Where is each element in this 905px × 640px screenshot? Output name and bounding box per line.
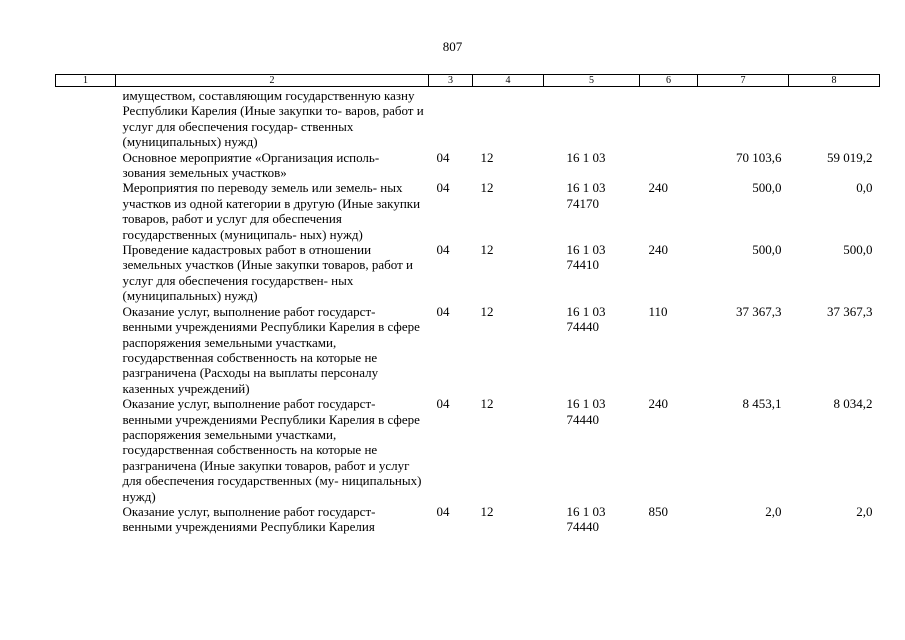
amount-year-2: 59 019,2 (827, 149, 873, 165)
expense-name: имуществом, составляющим государственную казну Республики Карелия (Иные закупки то- варов, работ и услуг для обеспечения государ- ственных (муниципальных) нужд) (122, 88, 424, 150)
amount-year-1 (698, 87, 789, 150)
budget-table (55, 74, 880, 535)
target-article-code: 16 1 03 (566, 149, 606, 165)
empty-cell (56, 242, 116, 304)
subsection-code: 12 (480, 242, 494, 258)
table-row (56, 396, 880, 504)
expense-name: Мероприятия по переводу земель или земель- ных участков из одной категории в другую (Иные закупки товаров, работ и услуг для обеспечения государственных (муниципаль- ных) нужд) (122, 180, 421, 242)
expense-type-code: 240 (648, 242, 668, 258)
section-code: 04 (436, 180, 450, 196)
subsection-code (473, 87, 544, 150)
expense-name: Оказание услуг, выполнение работ государст- венными учреждениями Республики Карелия (122, 503, 376, 535)
empty-cell (56, 180, 116, 242)
column-number: 2 (116, 75, 429, 87)
column-number: 5 (544, 75, 640, 87)
page-number: 807 (442, 39, 463, 54)
expense-type-code: 110 (648, 303, 668, 319)
amount-year-2: 500,0 (843, 242, 873, 258)
target-article-code (544, 87, 640, 150)
subsection-code: 12 (480, 396, 494, 412)
section-code: 04 (436, 149, 450, 165)
table-row (56, 180, 880, 242)
amount-year-2 (789, 87, 880, 150)
expense-name: Основное мероприятие «Организация исполь- зования земельных участков» (122, 149, 380, 181)
empty-cell (56, 87, 116, 150)
target-article-code: 16 1 03 74440 (566, 303, 606, 335)
column-number: 6 (640, 75, 698, 87)
empty-cell (56, 150, 116, 181)
column-number: 8 (789, 75, 880, 87)
amount-year-1: 500,0 (752, 242, 782, 258)
target-article-code: 16 1 03 74440 (566, 396, 606, 427)
empty-cell (56, 304, 116, 396)
empty-cell (56, 396, 116, 504)
column-number: 7 (698, 75, 789, 87)
expense-name: Проведение кадастровых работ в отношении земельных участков (Иные закупки товаров, работ и услуг для обеспечения государствен- ных (муниципальных) нужд) (122, 242, 413, 304)
section-code: 04 (436, 242, 450, 258)
table-row (56, 504, 880, 535)
amount-year-1: 500,0 (752, 180, 782, 196)
amount-year-2: 37 367,3 (827, 303, 873, 319)
column-number: 3 (429, 75, 473, 87)
target-article-code: 16 1 03 74440 (566, 503, 606, 535)
column-number: 4 (473, 75, 544, 87)
amount-year-1: 37 367,3 (736, 303, 782, 319)
expense-type-code: 240 (648, 180, 668, 196)
empty-cell (56, 504, 116, 535)
amount-year-1: 70 103,6 (736, 149, 782, 165)
target-article-code: 16 1 03 74410 (566, 242, 606, 273)
section-code: 04 (436, 396, 450, 412)
subsection-code: 12 (480, 503, 494, 519)
table-row (56, 87, 880, 150)
table-row (56, 242, 880, 304)
subsection-code: 12 (480, 149, 494, 165)
column-number: 1 (56, 75, 116, 87)
table-row (56, 304, 880, 396)
expense-type-code: 240 (648, 396, 668, 412)
expense-type-code (640, 150, 698, 181)
section-code: 04 (436, 503, 450, 519)
amount-year-1: 8 453,1 (742, 396, 782, 412)
expense-type-code: 850 (648, 503, 668, 519)
subsection-code: 12 (480, 303, 494, 319)
expense-type-code (640, 87, 698, 150)
amount-year-2: 8 034,2 (833, 396, 873, 412)
expense-name: Оказание услуг, выполнение работ государст- венными учреждениями Республики Карелия в сфере распоряжения земельными участками, государственная собственность на которые не разграничена (Расходы на выплаты персоналу казенных учреждений) (122, 303, 420, 396)
section-code: 04 (436, 303, 450, 319)
amount-year-1: 2,0 (765, 503, 782, 519)
section-code (429, 87, 473, 150)
expense-name: Оказание услуг, выполнение работ государст- венными учреждениями Республики Карелия в сфере распоряжения земельными участками, государственная собственность на которые не разграничена (Иные закупки товаров, работ и услуг для обеспечения государственных (му- ниципальных) нужд) (122, 396, 422, 504)
column-number-row (56, 75, 880, 87)
amount-year-2: 2,0 (856, 503, 873, 519)
table-row (56, 150, 880, 181)
target-article-code: 16 1 03 74170 (566, 180, 606, 211)
amount-year-2: 0,0 (856, 180, 873, 196)
subsection-code: 12 (480, 180, 494, 196)
